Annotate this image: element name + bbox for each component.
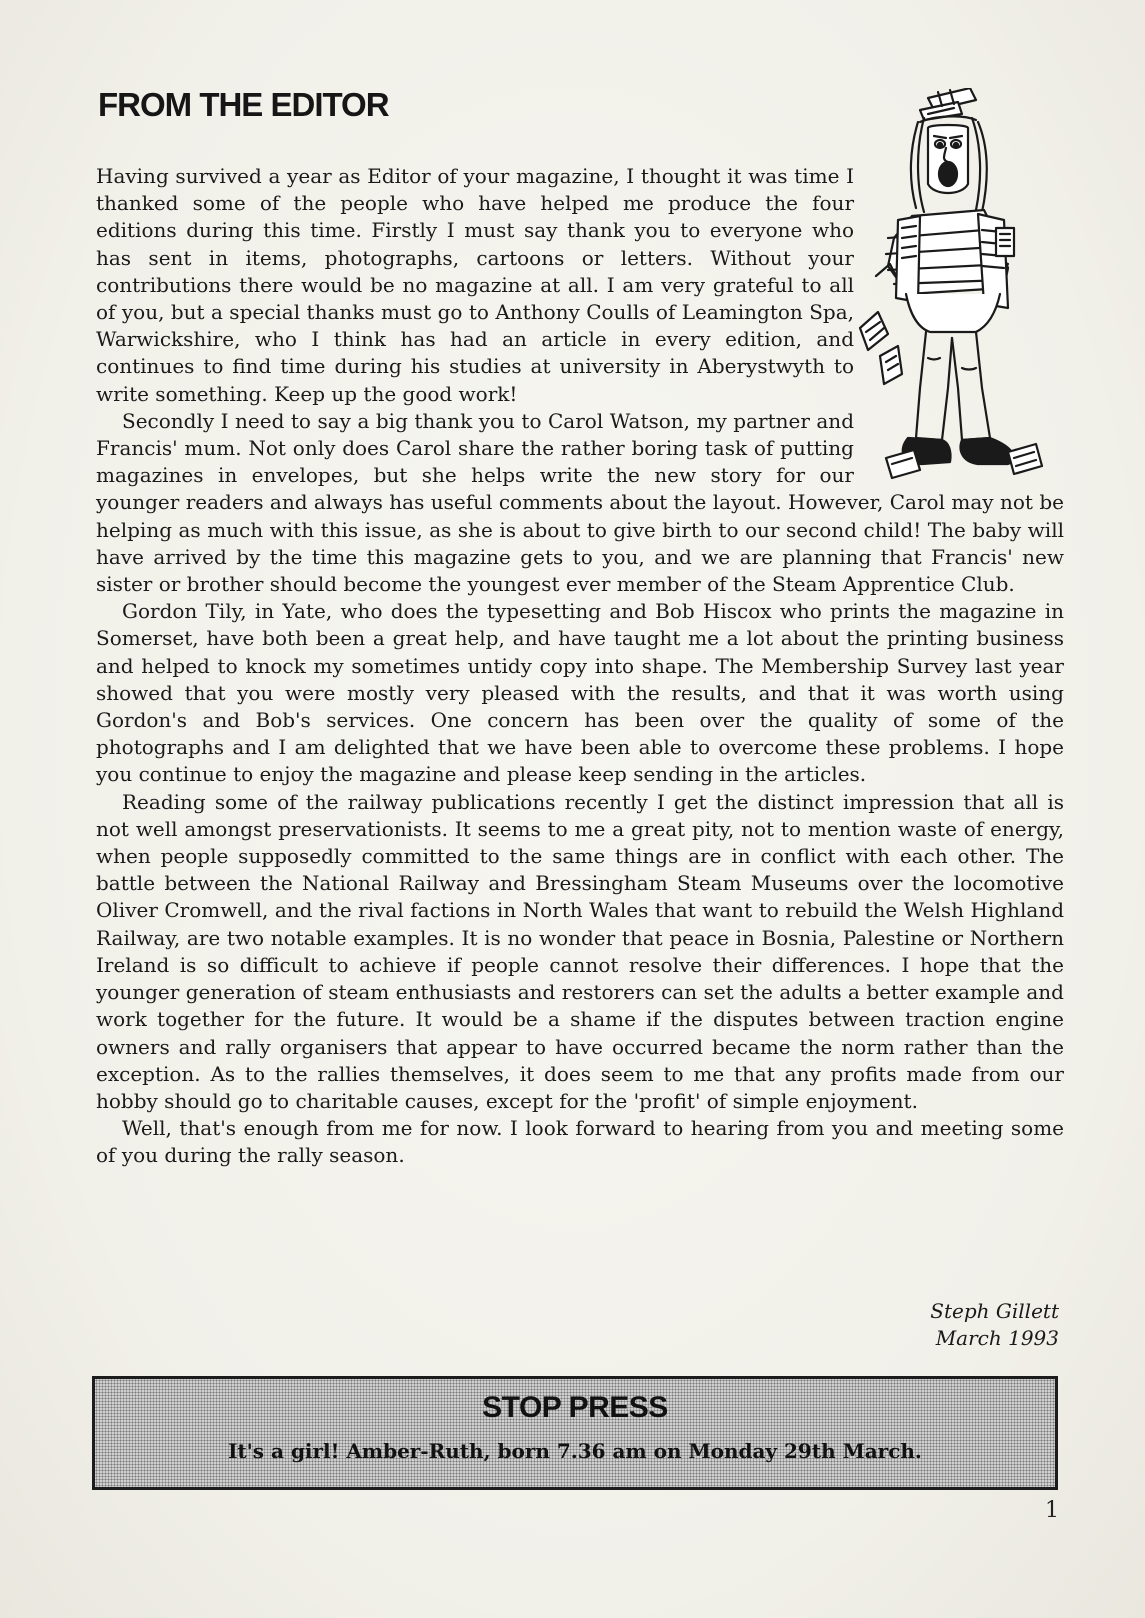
signature <box>930 1298 1059 1352</box>
article-paragraph: Secondly I need to say a big thank you to Carol Watson, my partner and Francis' mum. Not only does Carol share the rather boring task of putting magazines in envelopes, but she helps write the new story for our younger readers and always has useful comments about the layout. However, Carol may not be helping as much with this issue, as she is about to give birth to our second child! The baby will have arrived by the time this magazine gets to you, and we are planning that Francis' new sister or brother should become the youngest ever member of the Steam Apprentice Club. <box>96 408 1064 597</box>
illustration-space <box>854 163 1064 483</box>
page-number: 1 <box>1045 1498 1059 1523</box>
stop-press-box <box>92 1376 1058 1490</box>
article-title: FROM THE EDITOR <box>98 86 389 123</box>
article-paragraph: Having survived a year as Editor of your magazine, I thought it was time I thanked some of the people who have helped me produce the four editions during this time. Firstly I must say thank you to everyone who has sent in items, photographs, cartoons or letters. Without your contributions there would be no magazine at all. I am very grateful to all of you, but a special thanks must go to Anthony Coulls of Leamington Spa, Warwickshire, who I think has had an article in every edition, and continues to find time during his studies at university in Aberystwyth to write something. Keep up the good work! <box>96 164 854 406</box>
stop-press-text: It's a girl! Amber-Ruth, born 7.36 am on Monday 29th March. <box>228 1439 922 1463</box>
article-paragraph: Reading some of the railway publications recently I get the distinct impression that all is not well amongst preservationists. It seems to me a great pity, not to mention waste of energy, when people supposedly committed to the same things are in conflict with each other. The battle between the National Railway and Bressingham Steam Museums over the locomotive Oliver Cromwell, and the rival factions in North Wales that want to rebuild the Welsh Highland Railway, are two notable examples. It is no wonder that peace in Bosnia, Palestine or Northern Ireland is so difficult to achieve if people cannot resolve their differences. I hope that the younger generation of steam enthusiasts and restorers can set the adults a better example and work together for the future. It would be a shame if the disputes between traction engine owners and rally organisers that appear to have occurred became the norm rather than the exception. As to the rallies themselves, it does seem to me that any profits made from our hobby should go to charitable causes, except for the 'profit' of simple enjoyment. <box>96 789 1064 1113</box>
article-paragraph: Well, that's enough from me for now. I look forward to hearing from you and meeting some of you during the rally season. <box>96 1116 1064 1168</box>
signature-date: March 1993 <box>935 1326 1059 1350</box>
stop-press-title: STOP PRESS <box>482 1391 668 1424</box>
article-paragraph: Gordon Tily, in Yate, who does the typesetting and Bob Hiscox who prints the magazine in Somerset, have both been a great help, and have taught me a lot about the printing business and helped to knock my sometimes untidy copy into shape. The Membership Survey last year showed that you were mostly very pleased with the results, and that it was worth using Gordon's and Bob's services. One concern has been over the quality of some of the photographs and I am delighted that we have been able to overcome these problems. I hope you continue to enjoy the magazine and please keep sending in the articles. <box>96 599 1064 787</box>
signature-name: Steph Gillett <box>930 1299 1059 1323</box>
article-body <box>96 163 1064 1170</box>
